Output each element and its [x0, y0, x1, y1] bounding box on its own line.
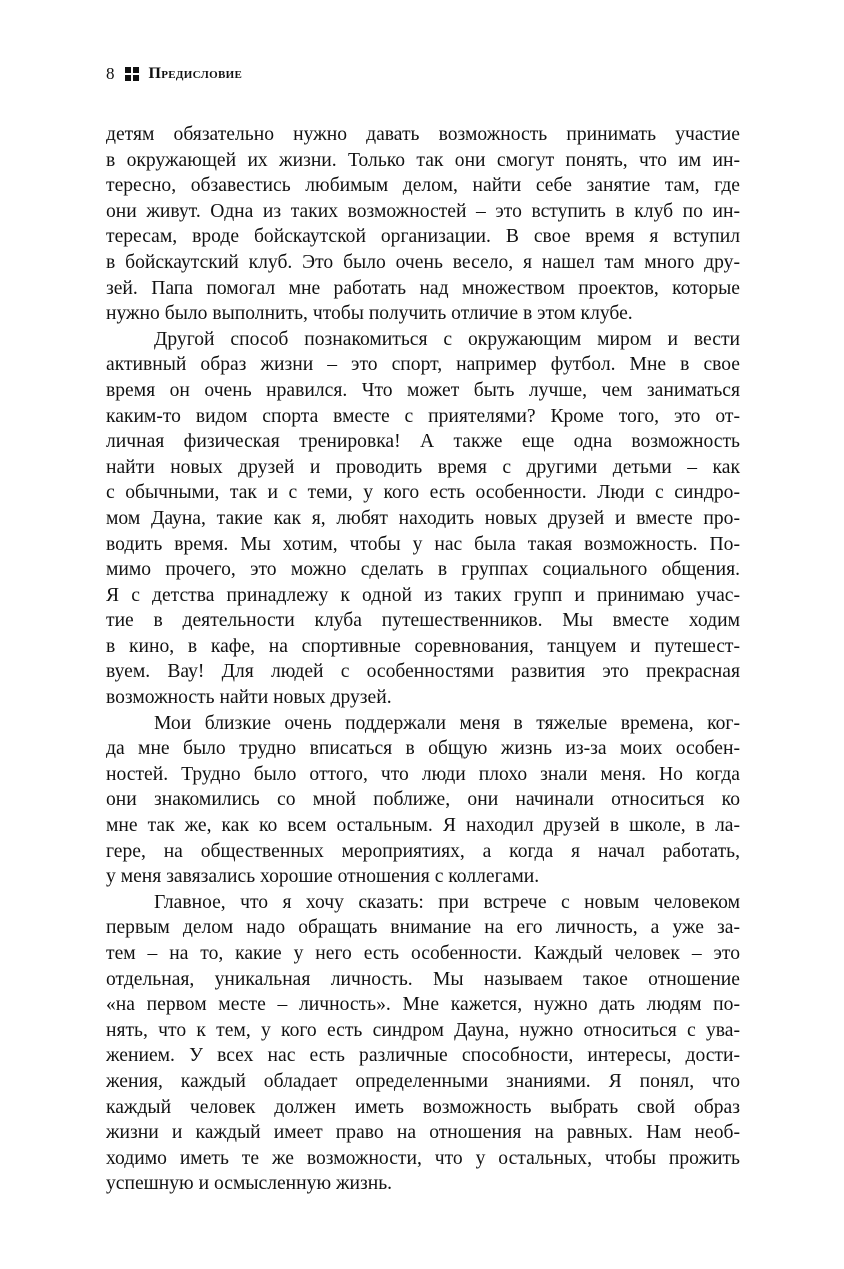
body-text [106, 122, 740, 1197]
text-line: в окружающей их жизни. Только так они смогут понять, что им ин- [106, 149, 740, 171]
text-line: каждый человек должен иметь возможность выбрать свой образ [106, 1096, 740, 1118]
text-line: жизни и каждый имеет право на отношения на равных. Нам необ- [106, 1122, 740, 1144]
text-line: да мне было трудно вписаться в общую жизнь из-за моих особен- [106, 738, 740, 760]
text-line: детям обязательно нужно давать возможность принимать участие [106, 124, 740, 145]
text-line: тересам, вроде бойскаутской организации. В свое время я вступил [106, 226, 740, 248]
text-line: отдельная, уникальная личность. Мы называем такое отношение [106, 968, 740, 990]
text-line: они живут. Одна из таких возможностей – это вступить в клуб по ин- [106, 200, 740, 222]
text-line: гере, на общественных мероприятиях, а когда я начал работать, [106, 840, 740, 862]
paragraph [106, 122, 740, 327]
text-line: найти новых друзей и проводить время с другими детьми – как [106, 456, 740, 478]
text-line: в бойскаутский клуб. Это было очень весело, я нашел там много дру- [106, 251, 740, 273]
text-line: ностей. Трудно было оттого, что люди плохо знали меня. Но когда [106, 763, 740, 785]
text-line: мимо прочего, это можно сделать в группах социального общения. [106, 559, 740, 581]
text-line: ходимо иметь те же возможности, что у остальных, чтобы прожить [106, 1147, 740, 1169]
text-line: активный образ жизни – это спорт, например футбол. Мне в свое [106, 354, 740, 376]
paragraph [106, 327, 740, 711]
text-line: успешную и осмысленную жизнь. [106, 1173, 393, 1195]
text-line: жением. У всех нас есть различные способности, интересы, дости- [106, 1045, 740, 1067]
text-line: нужно было выполнить, чтобы получить отличие в этом клубе. [106, 303, 633, 325]
text-line: тересно, обзавестись любимым делом, найти себе занятие там, где [106, 175, 740, 197]
text-line: каким-то видом спорта вместе с приятелями? Кроме того, это от- [106, 405, 740, 427]
text-line: зей. Папа помогал мне работать над множеством проектов, которые [106, 277, 740, 299]
text-line: «на первом месте – личность». Мне кажется, нужно дать людям по- [106, 994, 740, 1016]
text-line: с обычными, так и с теми, у кого есть особенности. Люди с синдро- [106, 482, 740, 504]
text-line: Я с детства принадлежу к одной из таких групп и принимаю учас- [106, 584, 740, 606]
text-line: они знакомились со мной поближе, они начинали относиться ко [106, 789, 740, 811]
text-line: нять, что к тем, у кого есть синдром Дауна, нужно относиться с ува- [106, 1019, 740, 1041]
text-line: вуем. Вау! Для людей с особенностями развития это прекрасная [106, 661, 740, 683]
text-line: возможность найти новых друзей. [106, 687, 392, 709]
text-line: мне так же, как ко всем остальным. Я находил друзей в школе, в ла- [106, 815, 740, 837]
text-line: мом Дауна, такие как я, любят находить новых друзей и вместе про- [106, 507, 740, 529]
four-squares-icon [125, 67, 139, 81]
running-head [106, 62, 242, 86]
text-line: Мои близкие очень поддержали меня в тяжелые времена, ког- [154, 712, 740, 734]
text-line: в кино, в кафе, на спортивные соревнования, танцуем и путешест- [106, 635, 740, 657]
text-line: у меня завязались хорошие отношения с коллегами. [106, 866, 540, 888]
text-line: первым делом надо обращать внимание на его личность, а уже за- [106, 917, 740, 939]
page-number: 8 [106, 64, 115, 83]
text-line: тие в деятельности клуба путешественников. Мы вместе ходим [106, 610, 740, 632]
paragraph [106, 890, 740, 1197]
text-line: тем – на то, какие у него есть особенности. Каждый человек – это [106, 943, 740, 964]
text-line: водить время. Мы хотим, чтобы у нас была такая возможность. По- [106, 533, 740, 555]
paragraph [106, 711, 740, 890]
text-line: личная физическая тренировка! А также еще одна возможность [106, 431, 740, 453]
text-line: жения, каждый обладает определенными знаниями. Я понял, что [106, 1070, 740, 1092]
text-line: Главное, что я хочу сказать: при встрече с новым человеком [154, 891, 740, 913]
text-line: Другой способ познакомиться с окружающим миром и вести [154, 328, 740, 350]
section-title: Предисловие [148, 65, 243, 82]
text-line: время он очень нравился. Что может быть лучше, чем заниматься [106, 379, 740, 401]
